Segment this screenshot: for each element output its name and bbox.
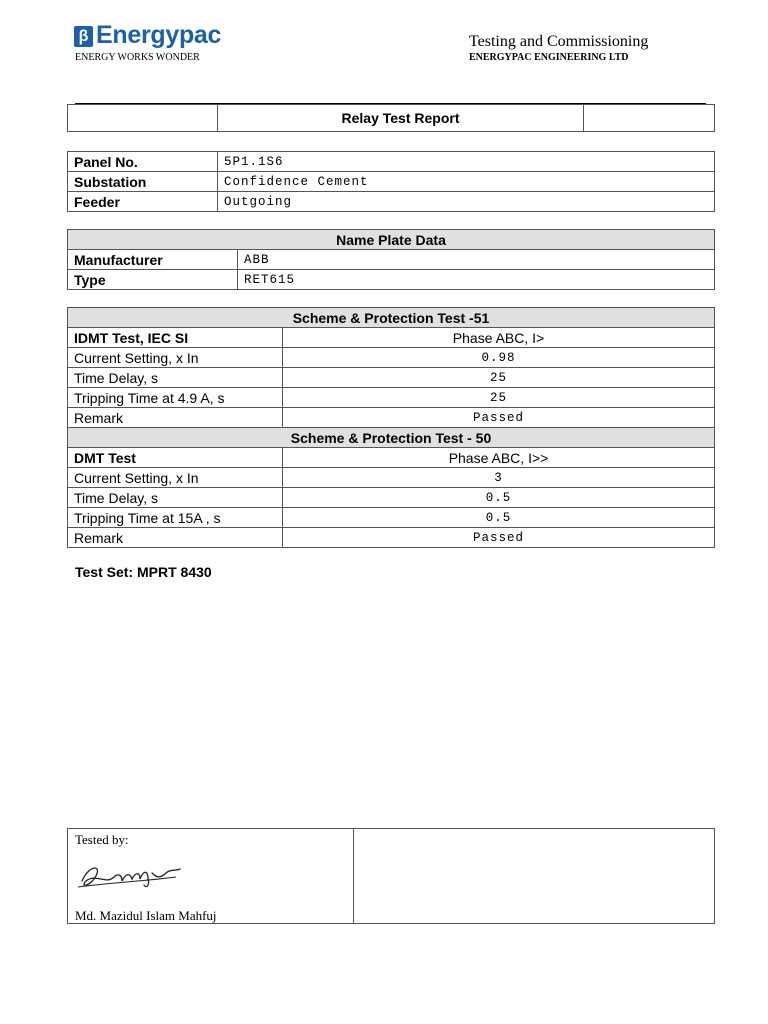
row-label: Current Setting, x In xyxy=(68,468,283,488)
feeder-label: Feeder xyxy=(68,192,218,212)
table-row xyxy=(68,192,715,212)
row-value: 3 xyxy=(283,468,715,488)
handwritten-signature xyxy=(76,859,186,893)
table-row xyxy=(68,328,715,348)
type-label: Type xyxy=(68,270,238,290)
idmt-test-label: IDMT Test, IEC SI xyxy=(68,328,283,348)
row-value: 25 xyxy=(283,388,715,408)
report-title: Relay Test Report xyxy=(218,105,584,132)
title-right-cell xyxy=(584,105,715,132)
table-row xyxy=(68,508,715,528)
table-row xyxy=(68,488,715,508)
row-value: Passed xyxy=(283,408,715,428)
scheme-50-title: Scheme & Protection Test - 50 xyxy=(68,428,715,448)
table-row xyxy=(68,368,715,388)
name-plate-title: Name Plate Data xyxy=(68,230,715,250)
brand-tagline: ENERGY WORKS WONDER xyxy=(75,52,200,63)
company-name: ENERGYPAC ENGINEERING LTD xyxy=(469,52,629,63)
panel-no-label: Panel No. xyxy=(68,152,218,172)
logo-mark-icon: β xyxy=(74,26,93,47)
table-row xyxy=(68,348,715,368)
document-title: Testing and Commissioning xyxy=(469,33,649,50)
row-label: Current Setting, x In xyxy=(68,348,283,368)
panel-no-value: 5P1.1S6 xyxy=(218,152,715,172)
table-row xyxy=(68,388,715,408)
tested-by-label: Tested by: xyxy=(75,832,129,847)
signer-name: Md. Mazidul Islam Mahfuj xyxy=(75,908,217,923)
signature-table xyxy=(67,828,715,924)
table-row xyxy=(68,152,715,172)
feeder-value: Outgoing xyxy=(218,192,715,212)
manufacturer-label: Manufacturer xyxy=(68,250,238,270)
table-row xyxy=(68,408,715,428)
brand-logo: Energypac xyxy=(96,21,222,49)
scheme-51-title: Scheme & Protection Test -51 xyxy=(68,308,715,328)
panel-info-table xyxy=(67,151,715,212)
tested-by-cell xyxy=(68,829,354,924)
row-label: Time Delay, s xyxy=(68,488,283,508)
name-plate-table xyxy=(67,229,715,290)
row-value: 25 xyxy=(283,368,715,388)
row-label: Remark xyxy=(68,408,283,428)
row-label: Time Delay, s xyxy=(68,368,283,388)
table-row xyxy=(68,468,715,488)
substation-value: Confidence Cement xyxy=(218,172,715,192)
row-label: Tripping Time at 4.9 A, s xyxy=(68,388,283,408)
row-value: 0.98 xyxy=(283,348,715,368)
manufacturer-value: ABB xyxy=(238,250,715,270)
table-row xyxy=(68,172,715,192)
scheme-protection-table xyxy=(67,307,715,548)
row-label: Tripping Time at 15A , s xyxy=(68,508,283,528)
row-label: Remark xyxy=(68,528,283,548)
table-row xyxy=(68,250,715,270)
substation-label: Substation xyxy=(68,172,218,192)
row-value: 0.5 xyxy=(283,488,715,508)
test-set-label: Test Set: MPRT 8430 xyxy=(75,564,212,580)
signature-right-cell xyxy=(354,829,715,924)
row-value: 0.5 xyxy=(283,508,715,528)
table-row xyxy=(68,270,715,290)
table-row xyxy=(68,528,715,548)
title-left-cell xyxy=(68,105,218,132)
dmt-phase: Phase ABC, I>> xyxy=(283,448,715,468)
table-row xyxy=(68,448,715,468)
report-title-table xyxy=(67,104,715,132)
row-value: Passed xyxy=(283,528,715,548)
dmt-test-label: DMT Test xyxy=(68,448,283,468)
type-value: RET615 xyxy=(238,270,715,290)
idmt-phase: Phase ABC, I> xyxy=(283,328,715,348)
